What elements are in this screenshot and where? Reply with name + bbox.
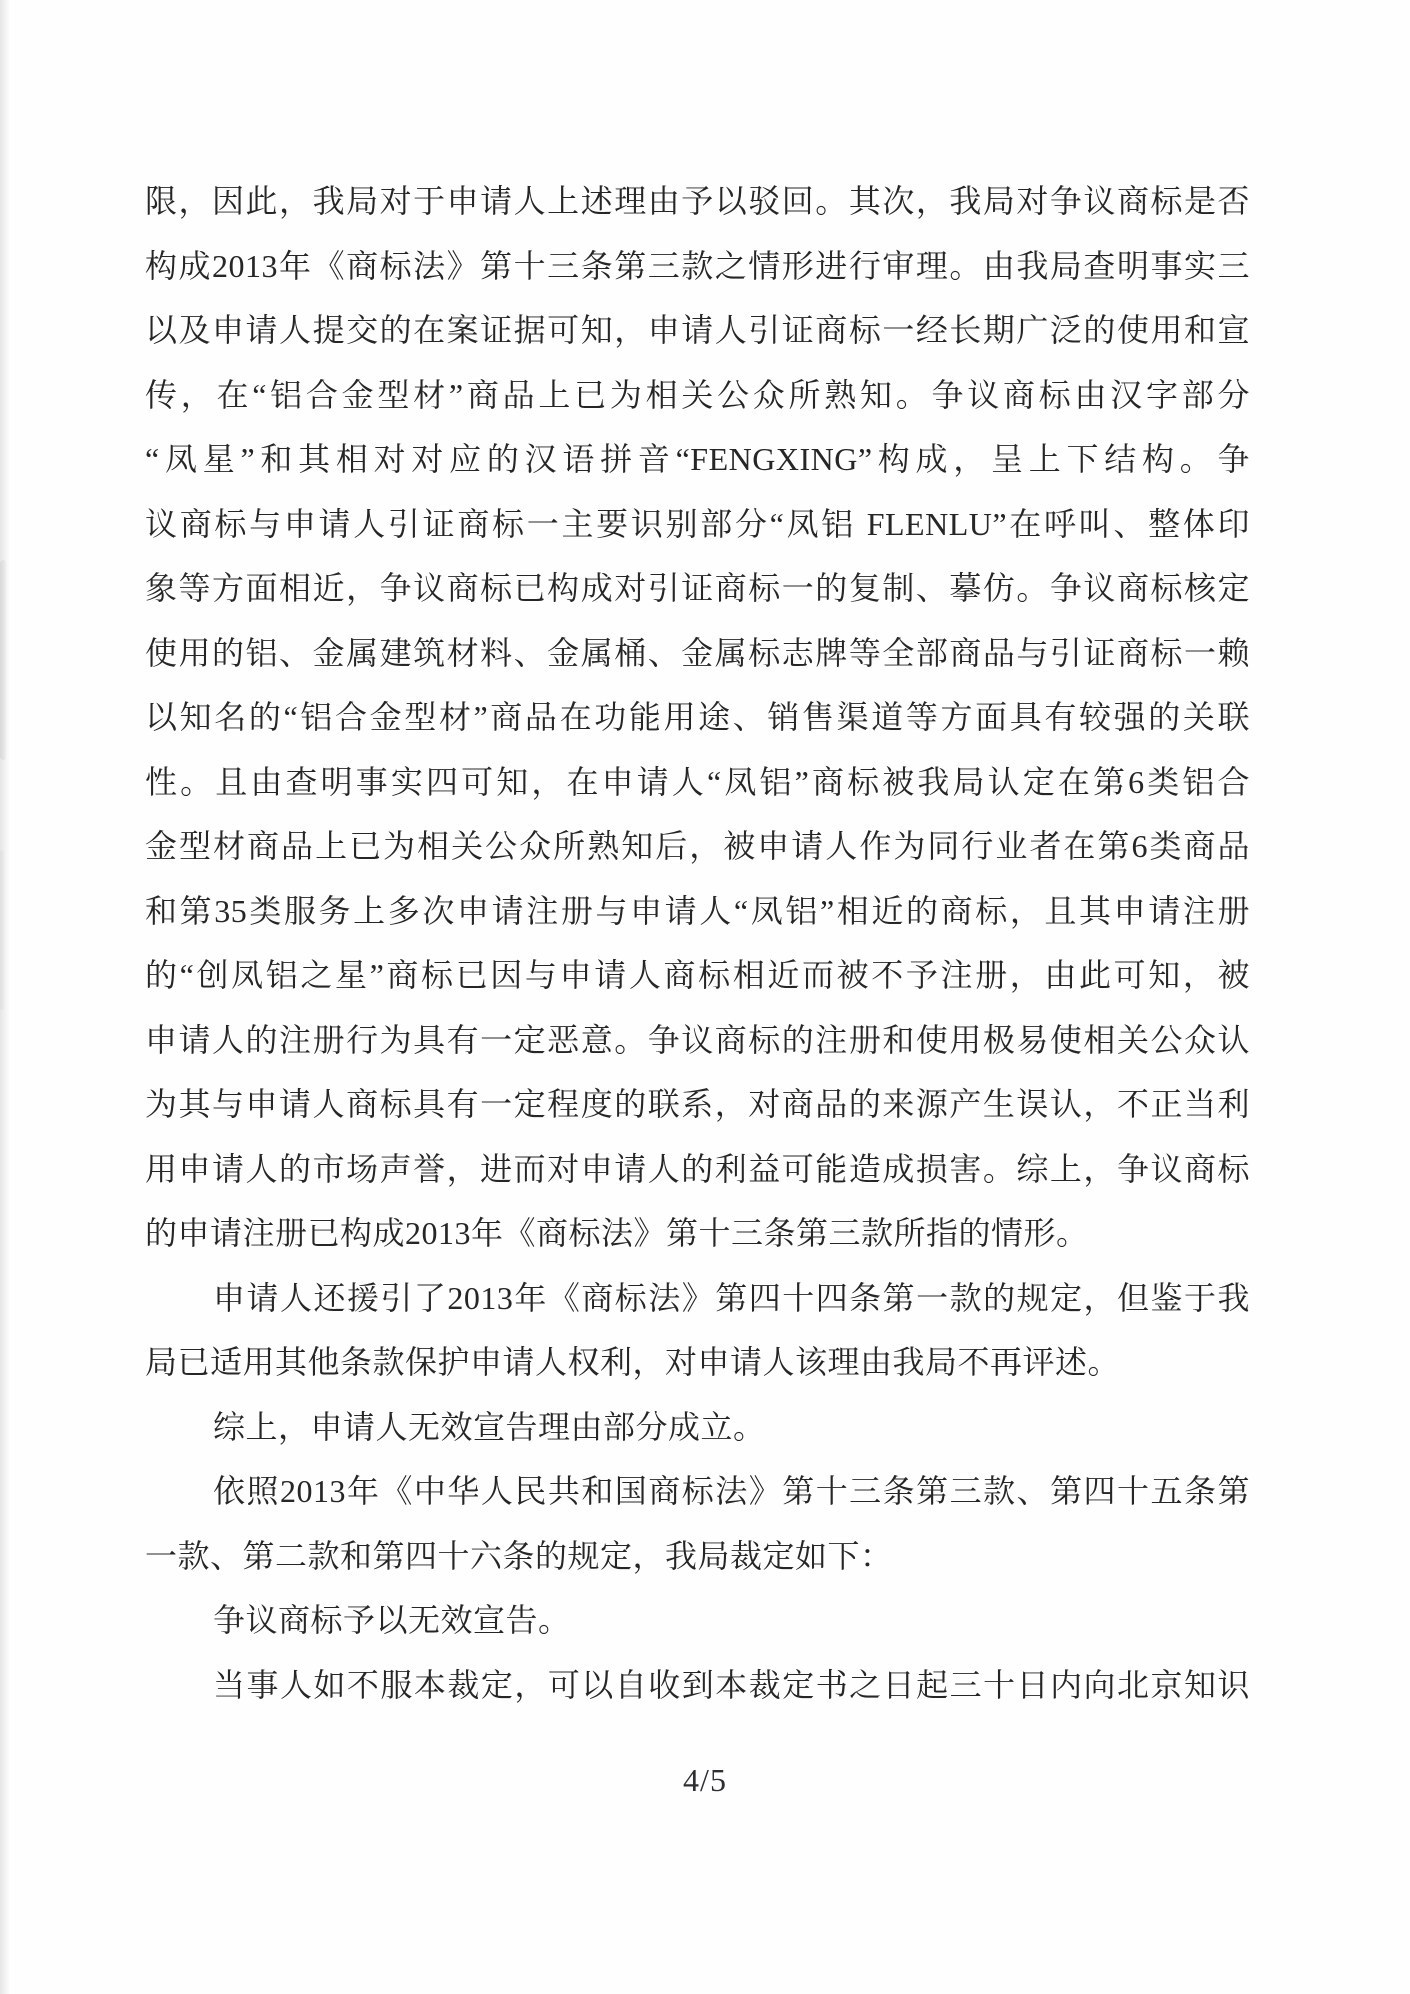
text-line: “凤星”和其相对对应的汉语拼音“FENGXING”构成，呈上下结构。争 [145, 441, 1250, 477]
text-line: 使用的铝、金属建筑材料、金属桶、金属标志牌等全部商品与引证商标一赖 [145, 634, 1250, 671]
text-line: 当事人如不服本裁定，可以自收到本裁定书之日起三十日内向北京知识 [213, 1666, 1250, 1703]
text-line: 争议商标予以无效宣告。 [213, 1602, 571, 1638]
text-line: 金型材商品上已为相关公众所熟知后，被申请人作为同行业者在第6类商品 [145, 828, 1250, 864]
text-line: 议商标与申请人引证商标一主要识别部分“凤铝 FLENLU”在呼叫、整体印 [145, 505, 1250, 542]
text-line: 申请人还援引了2013年《商标法》第四十四条第一款的规定，但鉴于我 [213, 1279, 1250, 1316]
text-line: 以及申请人提交的在案证据可知，申请人引证商标一经长期广泛的使用和宣 [145, 312, 1250, 348]
text-line: 和第35类服务上多次申请注册与申请人“凤铝”相近的商标，且其申请注册 [145, 892, 1250, 929]
text-line: 的“创凤铝之星”商标已因与申请人商标相近而被不予注册，由此可知，被 [145, 957, 1250, 993]
text-line: 综上，申请人无效宣告理由部分成立。 [213, 1408, 766, 1445]
text-line: 以知名的“铝合金型材”商品在功能用途、销售渠道等方面具有较强的关联 [145, 699, 1250, 735]
text-line: 构成2013年《商标法》第十三条第三款之情形进行审理。由我局查明事实三 [145, 247, 1250, 284]
text-line: 为其与申请人商标具有一定程度的联系，对商品的来源产生误认，不正当利 [145, 1086, 1250, 1122]
text-line: 的申请注册已构成2013年《商标法》第十三条第三款所指的情形。 [145, 1215, 1089, 1251]
page-number: 4/5 [683, 1762, 727, 1798]
scan-edge-shadow [0, 0, 10, 1994]
scan-smudge [0, 850, 5, 1010]
text-line: 传，在“铝合金型材”商品上已为相关公众所熟知。争议商标由汉字部分 [145, 376, 1250, 413]
text-line: 用申请人的市场声誉，进而对申请人的利益可能造成损害。综上，争议商标 [145, 1150, 1250, 1187]
text-line: 依照2013年《中华人民共和国商标法》第十三条第三款、第四十五条第 [213, 1473, 1250, 1509]
scan-smudge [0, 560, 7, 760]
text-line: 限，因此，我局对于申请人上述理由予以驳回。其次，我局对争议商标是否 [145, 183, 1250, 219]
text-line: 一款、第二款和第四十六条的规定，我局裁定如下： [145, 1537, 893, 1574]
text-line: 局已适用其他条款保护申请人权利，对申请人该理由我局不再评述。 [145, 1344, 1121, 1380]
text-line: 象等方面相近，争议商标已构成对引证商标一的复制、摹仿。争议商标核定 [145, 570, 1250, 606]
text-line: 申请人的注册行为具有一定恶意。争议商标的注册和使用极易使相关公众认 [145, 1021, 1250, 1058]
document-body-text [145, 169, 1250, 1717]
text-line: 性。且由查明事实四可知，在申请人“凤铝”商标被我局认定在第6类铝合 [145, 763, 1250, 800]
